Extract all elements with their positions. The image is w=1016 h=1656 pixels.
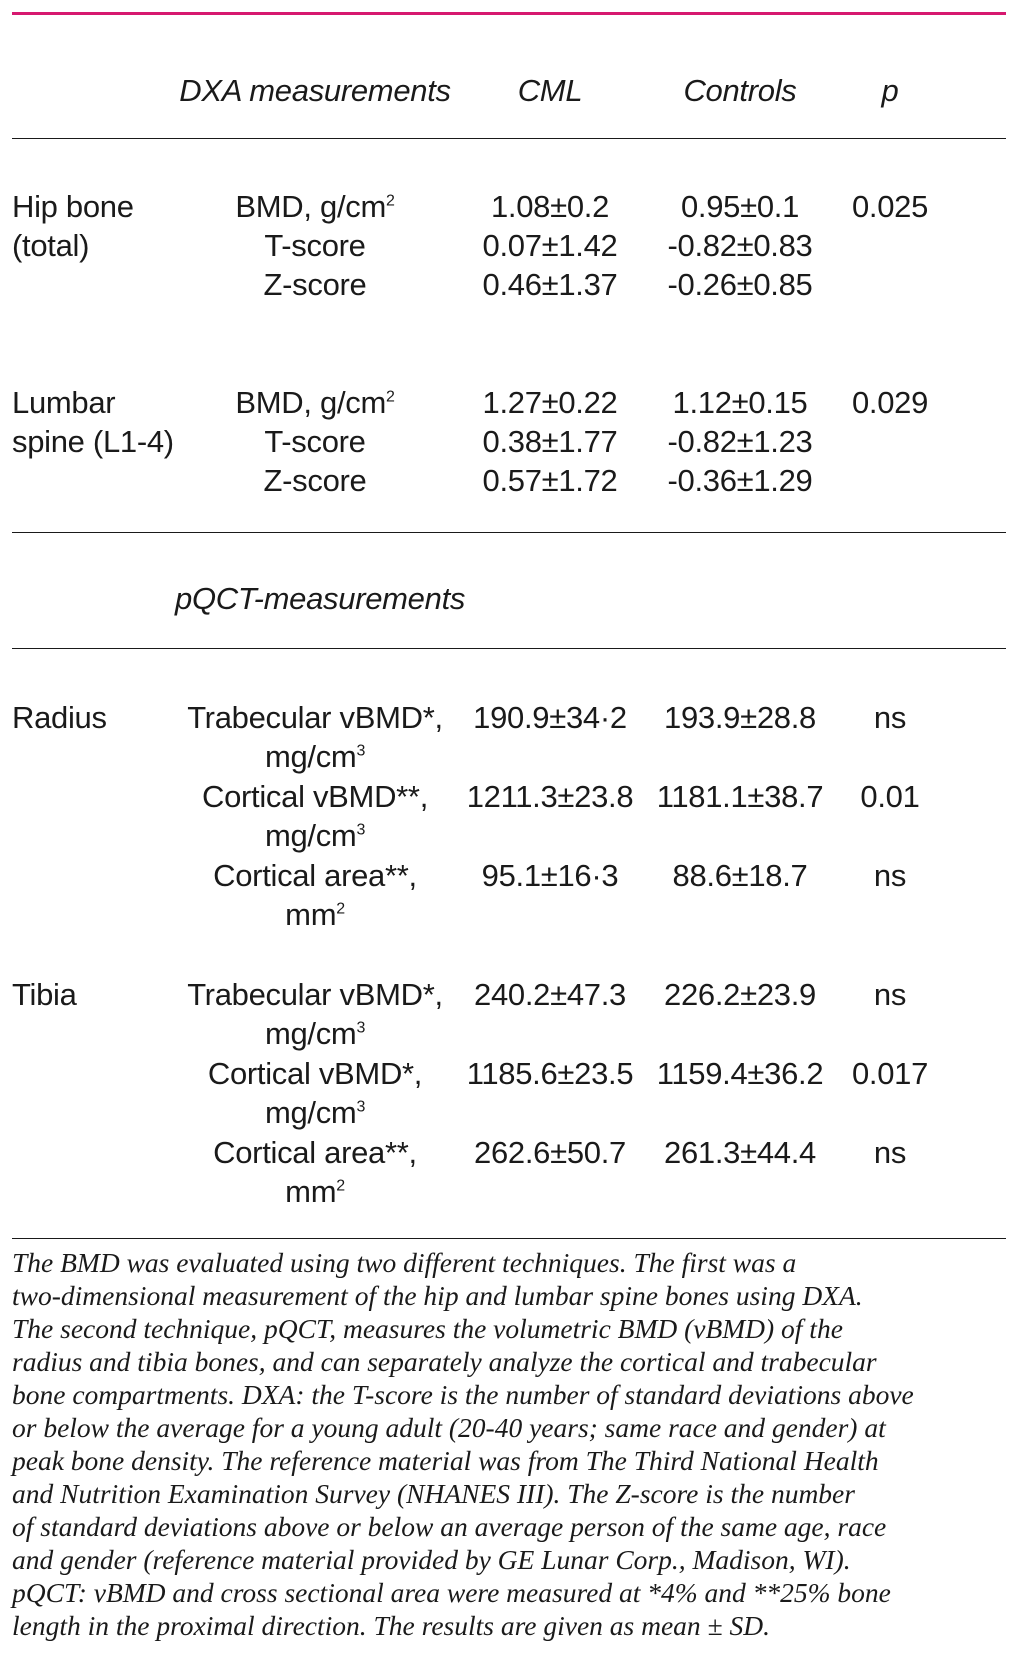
pqct-header-rule: [12, 648, 1006, 649]
lumbar-zscore-measure: Z-score: [263, 463, 367, 498]
hip-label-1: Hip bone: [12, 189, 134, 224]
radius-cort-p: 0.01: [860, 779, 920, 814]
tibia-area-controls: 261.3±44.4: [664, 1135, 816, 1170]
footnote-line: length in the proximal direction. The results are given as mean ± SD.: [12, 1610, 770, 1641]
radius-area-unit: $mm^2$: [285, 897, 345, 932]
footnote-line: The BMD was evaluated using two different techniques. The first was a: [12, 1247, 797, 1278]
tibia-cort-p: 0.017: [851, 1056, 929, 1091]
lumbar-tscore-measure: T-score: [264, 424, 366, 459]
footnote-line: The second technique, pQCT, measures the volumetric BMD (vBMD) of the: [12, 1313, 843, 1344]
hip-bmd-cml: 1.08±0.2: [490, 189, 610, 224]
hip-tscore-measure: T-score: [264, 228, 366, 263]
radius-trab-controls: 193.9±28.8: [664, 700, 816, 735]
hip-tscore-cml: 0.07±1.42: [482, 228, 618, 263]
lumbar-tscore-controls: -0.82±1.23: [667, 424, 813, 459]
hip-zscore-cml: 0.46±1.37: [482, 267, 618, 302]
header-controls: Controls: [683, 73, 797, 108]
top-accent-bar: [12, 12, 1006, 15]
footnote-line: and gender (reference material provided by GE Lunar Corp., Madison, WI).: [12, 1544, 851, 1575]
radius-cort-cml: 1211.3±23.8: [466, 779, 634, 814]
lumbar-bmd-controls: 1.12±0.15: [672, 385, 808, 420]
hip-tscore-controls: -0.82±0.83: [667, 228, 813, 263]
table-bottom-rule: [12, 1238, 1006, 1239]
lumbar-bmd-measure: BMD, $g/cm^2$: [235, 385, 395, 420]
tibia-trab-measure: Trabecular vBMD*,: [187, 977, 443, 1012]
lumbar-label-1: Lumbar: [12, 385, 116, 420]
tibia-cort-unit: $mg/cm^3$: [264, 1095, 366, 1130]
lumbar-bmd-cml: 1.27±0.22: [482, 385, 618, 420]
footnote-line: bone compartments. DXA: the T-score is the number of standard deviations above: [12, 1379, 914, 1410]
lumbar-zscore-controls: -0.36±1.29: [667, 463, 813, 498]
header-cml: CML: [517, 73, 583, 108]
tibia-trab-cml: 240.2±47.3: [474, 977, 626, 1012]
footnote-line: or below the average for a young adult (20-40 years; same race and gender) at: [12, 1412, 886, 1443]
footnote-line: pQCT: vBMD and cross sectional area were measured at *4% and **25% bone: [12, 1577, 891, 1608]
radius-trab-cml: 190.9±34·2: [473, 700, 627, 735]
dxa-section-rule: [12, 532, 1006, 533]
hip-bmd-p: 0.025: [851, 189, 929, 224]
radius-area-controls: 88.6±18.7: [672, 858, 808, 893]
footnote-line: peak bone density. The reference material was from The Third National Health: [12, 1445, 879, 1476]
hip-label-2: (total): [12, 228, 90, 263]
radius-cort-unit: $mg/cm^3$: [264, 818, 366, 853]
tibia-trab-unit: $mg/cm^3$: [264, 1016, 366, 1051]
radius-area-cml: 95.1±16·3: [481, 858, 619, 893]
header-dxa: DXA measurements: [179, 73, 451, 108]
lumbar-zscore-cml: 0.57±1.72: [482, 463, 618, 498]
radius-cort-controls: 1181.1±38.7: [656, 779, 824, 814]
footnote-line: radius and tibia bones, and can separately analyze the cortical and trabecular: [12, 1346, 877, 1377]
header-p: p: [881, 73, 899, 108]
hip-bmd-measure: BMD, $g/cm^2$: [235, 189, 395, 224]
footnote-line: two-dimensional measurement of the hip and lumbar spine bones using DXA.: [12, 1280, 863, 1311]
hip-bmd-controls: 0.95±0.1: [680, 189, 800, 224]
header-rule: [12, 138, 1006, 139]
radius-trab-p: ns: [873, 700, 907, 735]
hip-zscore-controls: -0.26±0.85: [667, 267, 813, 302]
tibia-cort-controls: 1159.4±36.2: [656, 1056, 824, 1091]
tibia-area-cml: 262.6±50.7: [474, 1135, 626, 1170]
tibia-trab-p: ns: [873, 977, 907, 1012]
radius-label: Radius: [12, 700, 107, 735]
header-pqct: pQCT-measurements: [175, 581, 466, 616]
tibia-trab-controls: 226.2±23.9: [664, 977, 816, 1012]
footnote-line: and Nutrition Examination Survey (NHANES III). The Z-score is the number: [12, 1478, 855, 1509]
tibia-area-unit: $mm^2$: [285, 1174, 345, 1209]
tibia-label: Tibia: [12, 977, 77, 1012]
footnote-line: of standard deviations above or below an average person of the same age, race: [12, 1511, 887, 1542]
radius-area-p: ns: [873, 858, 907, 893]
radius-trab-unit: $mg/cm^3$: [264, 739, 366, 774]
tibia-cort-cml: 1185.6±23.5: [466, 1056, 634, 1091]
tibia-area-measure: Cortical area**,: [213, 1135, 417, 1170]
tibia-area-p: ns: [873, 1135, 907, 1170]
radius-cort-measure: Cortical vBMD**,: [201, 779, 429, 814]
radius-area-measure: Cortical area**,: [213, 858, 417, 893]
radius-trab-measure: Trabecular vBMD*,: [187, 700, 443, 735]
footnote: [12, 1246, 1006, 1642]
lumbar-bmd-p: 0.029: [851, 385, 929, 420]
lumbar-label-2: spine (L1-4): [12, 424, 174, 459]
hip-zscore-measure: Z-score: [263, 267, 367, 302]
lumbar-tscore-cml: 0.38±1.77: [482, 424, 618, 459]
tibia-cort-measure: Cortical vBMD*,: [207, 1056, 423, 1091]
